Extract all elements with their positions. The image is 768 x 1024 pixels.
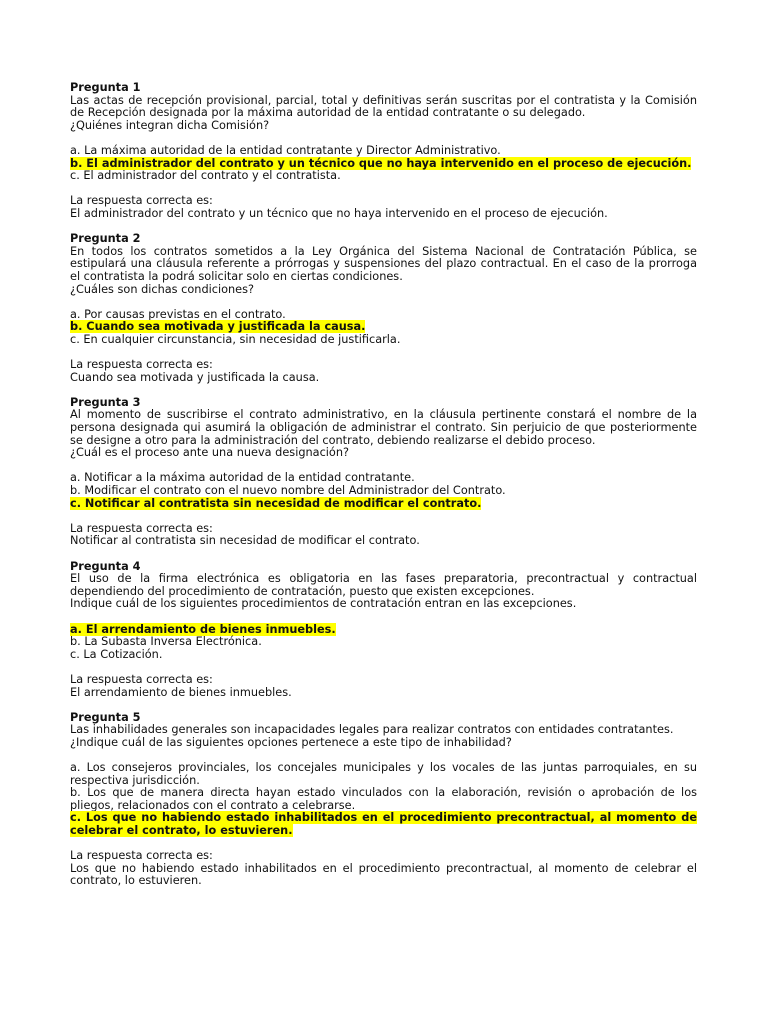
option-b: b. La Subasta Inversa Electrónica. <box>70 635 262 649</box>
answer-text: El arrendamiento de bienes inmuebles. <box>70 685 292 699</box>
option-b-correct <box>70 321 697 334</box>
option-a: a. Por causas previstas en el contrato. <box>70 307 286 321</box>
option-b: b. Los que de manera directa hayan estado vinculados con la elaboración, revisión o aprobación de los pliegos, relacionados con el contrato a celebrarse. <box>70 786 697 812</box>
answer-label: La respuesta correcta es: <box>70 358 213 372</box>
question-2 <box>70 233 697 384</box>
document-body <box>70 82 697 901</box>
option-b: b. Modificar el contrato con el nuevo nombre del Administrador del Contrato. <box>70 484 506 497</box>
question-title: Pregunta 1 <box>70 81 141 94</box>
answer-text: Cuando sea motivada y justificada la causa. <box>70 370 320 384</box>
question-title: Pregunta 5 <box>70 710 141 724</box>
option-c: c. La Cotización. <box>70 647 163 661</box>
answer-label: La respuesta correcta es: <box>70 672 213 686</box>
question-prompt: ¿Cuáles son dichas condiciones? <box>70 282 255 296</box>
highlighted-answer: b. El administrador del contrato y un técnico que no haya intervenido en el proceso de ejecución. <box>70 156 692 170</box>
option-a: a. Notificar a la máxima autoridad de la entidad contratante. <box>70 471 415 485</box>
question-prompt: ¿Indique cuál de las siguientes opciones pertenece a este tipo de inhabilidad? <box>70 735 512 749</box>
question-statement: Las inhabilidades generales son incapacidades legales para realizar contratos con entidades contratantes. <box>70 723 674 737</box>
option-c-correct <box>70 812 697 837</box>
question-statement: El uso de la firma electrónica es obligatoria en las fases preparatoria, precontractual y contractual dependiendo del procedimiento de contratación, puesto que existen excepciones. <box>70 572 697 598</box>
question-1 <box>70 82 697 221</box>
option-c: c. En cualquier circunstancia, sin necesidad de justificarla. <box>70 332 401 346</box>
question-title: Pregunta 2 <box>70 232 141 246</box>
question-statement: En todos los contratos sometidos a la Ley Orgánica del Sistema Nacional de Contratación Pública, se estipulará una cláusula referente a prórrogas y suspensiones del plazo contractual. En el caso de la prorroga el contratista la podrá solicitar solo en ciertas condiciones. <box>70 244 697 283</box>
answer-text: Notificar al contratista sin necesidad de modificar el contrato. <box>70 534 420 548</box>
option-a: a. La máxima autoridad de la entidad contratante y Director Administrativo. <box>70 143 501 157</box>
highlighted-answer: c. Los que no habiendo estado inhabilitados en el procedimiento precontractual, al momento de celebrar el contrato, lo estuvieren. <box>70 811 697 838</box>
answer-label: La respuesta correcta es: <box>70 521 213 535</box>
answer-text: Los que no habiendo estado inhabilitados en el procedimiento precontractual, al momento de celebrar el contrato, lo estuvieren. <box>70 861 697 888</box>
option-c: c. El administrador del contrato y el contratista. <box>70 169 341 183</box>
highlighted-answer: a. El arrendamiento de bienes inmuebles. <box>70 622 336 636</box>
highlighted-answer: c. Notificar al contratista sin necesidad de modificar el contrato. <box>70 496 482 510</box>
question-prompt: ¿Cuál es el proceso ante una nueva designación? <box>70 446 350 460</box>
answer-label: La respuesta correcta es: <box>70 194 213 208</box>
question-prompt: Indique cuál de los siguientes procedimientos de contratación entran en las excepciones. <box>70 597 577 611</box>
question-statement: Al momento de suscribirse el contrato administrativo, en la cláusula pertinente constará el nombre de la persona designada qui asumirá la obligación de administrar el contrato. Sin perjuicio de que posteriormente se designe a otro para la administración del contrato, debiendo realizarse el debido proceso. <box>70 408 697 447</box>
question-3 <box>70 397 697 548</box>
answer-text: El administrador del contrato y un técnico que no haya intervenido en el proceso de ejecución. <box>70 206 608 220</box>
question-title: Pregunta 3 <box>70 395 141 409</box>
question-title: Pregunta 4 <box>70 559 141 573</box>
answer-label: La respuesta correcta es: <box>70 849 213 863</box>
option-c-correct <box>70 498 697 511</box>
question-4 <box>70 561 697 700</box>
question-prompt: ¿Quiénes integran dicha Comisión? <box>70 118 270 132</box>
question-5 <box>70 712 697 888</box>
option-a: a. Los consejeros provinciales, los concejales municipales y los vocales de las juntas parroquiales, en su respectiva jurisdicción. <box>70 761 697 787</box>
highlighted-answer: b. Cuando sea motivada y justificada la causa. <box>70 320 366 334</box>
question-statement: Las actas de recepción provisional, parcial, total y definitivas serán suscritas por el contratista y la Comisión de Recepción designada por la máxima autoridad de la entidad contratante o su delegado. <box>70 93 697 120</box>
